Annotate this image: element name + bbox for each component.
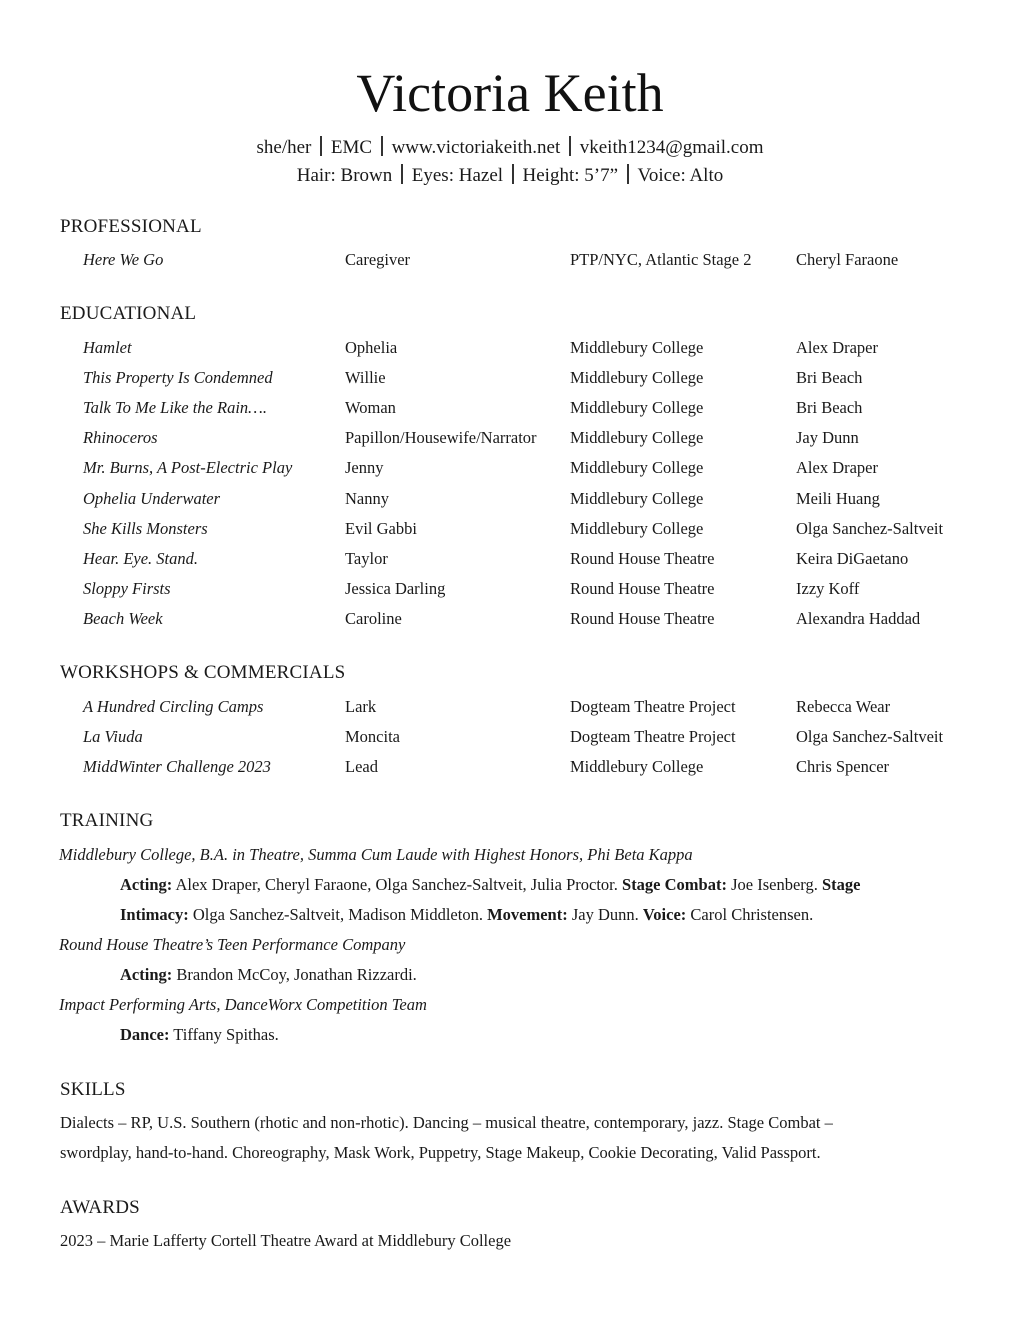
acting-teachers: Alex Draper, Cheryl Faraone, Olga Sanchez-Saltveit, Julia Proctor. <box>172 875 623 894</box>
credit-title: Hear. Eye. Stand. <box>83 548 199 568</box>
credit-role: Nanny <box>345 488 389 508</box>
credit-title: MiddWinter Challenge 2023 <box>83 757 271 776</box>
credit-row <box>0 607 1020 631</box>
union-status: EMC <box>330 137 373 158</box>
credit-title: Beach Week <box>83 608 163 628</box>
credit-role: Ophelia <box>345 338 398 357</box>
stage-combat-label: Stage Combat: <box>622 875 727 894</box>
credit-role: Caregiver <box>345 250 411 269</box>
skills-line: Dialects – RP, U.S. Southern (rhotic and non-rhotic). Dancing – musical theatre, contemporary, jazz. Stage Combat – <box>60 1113 833 1132</box>
credit-director: Olga Sanchez-Saltveit <box>796 518 944 538</box>
credit-title: Hamlet <box>83 338 132 357</box>
movement-label: Movement: <box>487 905 568 924</box>
divider <box>381 136 383 156</box>
credit-venue: Round House Theatre <box>570 548 715 568</box>
credit-title: Here We Go <box>83 250 164 269</box>
divider <box>627 164 629 184</box>
credit-director: Alexandra Haddad <box>796 608 921 628</box>
section-heading-workshops: WORKSHOPS & COMMERCIALS <box>60 662 346 683</box>
credit-row <box>0 725 1020 749</box>
section-heading-skills: SKILLS <box>60 1079 126 1100</box>
training-detail <box>120 1023 279 1047</box>
divider <box>320 136 322 156</box>
credit-venue: Middlebury College <box>570 368 704 388</box>
credit-row <box>0 755 1020 779</box>
training-school-middlebury: Middlebury College, B.A. in Theatre, Summa Cum Laude with Highest Honors, Phi Beta Kappa <box>59 845 693 864</box>
credit-venue: Middlebury College <box>570 757 704 776</box>
credit-row <box>0 366 1020 390</box>
credit-director: Keira DiGaetano <box>796 548 909 568</box>
credit-row <box>0 336 1020 360</box>
credit-row <box>0 487 1020 511</box>
voice-label: Voice: <box>642 905 687 924</box>
stage-combat-teachers: Joe Isenberg. <box>726 875 822 894</box>
award-line: 2023 – Marie Lafferty Cortell Theatre Award at Middlebury College <box>60 1231 512 1250</box>
credit-title: This Property Is Condemned <box>83 368 273 388</box>
divider <box>401 164 403 184</box>
credit-role: Woman <box>345 398 396 418</box>
credit-director: Izzy Koff <box>796 578 860 598</box>
training-detail <box>120 873 860 897</box>
credit-director: Olga Sanchez-Saltveit <box>796 727 944 746</box>
credit-director: Bri Beach <box>796 398 863 418</box>
credit-role: Papillon/Housewife/Narrator <box>345 428 537 448</box>
credit-venue: Middlebury College <box>570 428 704 448</box>
credit-venue: PTP/NYC, Atlantic Stage 2 <box>570 250 752 269</box>
credit-role: Lead <box>345 757 378 776</box>
credit-director: Cheryl Faraone <box>796 250 899 269</box>
credit-role: Caroline <box>345 608 402 628</box>
training-detail <box>120 903 813 927</box>
credit-role: Jessica Darling <box>345 578 446 598</box>
stage-intimacy-label-part1: Stage <box>821 875 861 894</box>
credit-venue: Round House Theatre <box>570 608 715 628</box>
divider <box>569 136 571 156</box>
dance-teachers: Tiffany Spithas. <box>169 1025 279 1044</box>
credit-director: Bri Beach <box>796 368 863 388</box>
credit-venue: Dogteam Theatre Project <box>570 727 736 746</box>
section-heading-training: TRAINING <box>60 810 154 831</box>
credit-director: Alex Draper <box>796 338 879 357</box>
eyes: Eyes: Hazel <box>411 165 504 186</box>
pronouns: she/her <box>256 137 312 158</box>
credit-role: Lark <box>345 697 377 716</box>
section-heading-awards: AWARDS <box>60 1197 140 1218</box>
acting-label: Acting: <box>120 965 173 984</box>
credit-venue: Middlebury College <box>570 398 704 418</box>
credit-role: Taylor <box>345 548 388 568</box>
credit-title: Talk To Me Like the Rain…. <box>83 398 267 418</box>
contact-line-2 <box>0 163 1020 189</box>
resume-name: Victoria Keith <box>356 63 664 123</box>
voice: Voice: Alto <box>637 165 724 186</box>
credit-title: She Kills Monsters <box>83 518 208 538</box>
credit-venue: Middlebury College <box>570 338 704 357</box>
credit-row <box>0 517 1020 541</box>
credit-row <box>0 396 1020 420</box>
acting-label: Acting: <box>120 875 173 894</box>
credit-title: Rhinoceros <box>83 428 158 448</box>
credit-director: Chris Spencer <box>796 757 890 776</box>
credit-venue: Middlebury College <box>570 518 704 538</box>
acting-teachers: Brandon McCoy, Jonathan Rizzardi. <box>172 965 417 984</box>
credit-venue: Round House Theatre <box>570 578 715 598</box>
credit-role: Moncita <box>345 727 400 746</box>
credit-row <box>0 248 1020 272</box>
section-heading-educational: EDUCATIONAL <box>60 303 197 324</box>
voice-teachers: Carol Christensen. <box>686 905 814 924</box>
divider <box>512 164 514 184</box>
credit-row <box>0 695 1020 719</box>
stage-intimacy-label-part2: Intimacy: <box>120 905 189 924</box>
movement-teachers: Jay Dunn. <box>567 905 643 924</box>
intimacy-teachers: Olga Sanchez-Saltveit, Madison Middleton. <box>188 905 488 924</box>
credit-row <box>0 577 1020 601</box>
credit-title: La Viuda <box>83 727 143 746</box>
credit-title: Mr. Burns, A Post-Electric Play <box>83 458 293 478</box>
skills-line: swordplay, hand-to-hand. Choreography, Mask Work, Puppetry, Stage Makeup, Cookie Decorating, Valid Passport. <box>60 1143 821 1162</box>
credit-venue: Middlebury College <box>570 458 704 478</box>
training-school-round-house: Round House Theatre’s Teen Performance Company <box>59 935 406 954</box>
dance-label: Dance: <box>120 1025 170 1044</box>
credit-title: Sloppy Firsts <box>83 578 171 598</box>
credit-director: Alex Draper <box>796 458 879 478</box>
credit-title: Ophelia Underwater <box>83 488 221 508</box>
height: Height: 5’7” <box>522 165 619 186</box>
credit-director: Rebecca Wear <box>796 697 891 716</box>
email: vkeith1234@gmail.com <box>579 137 764 158</box>
credit-venue: Dogteam Theatre Project <box>570 697 736 716</box>
credit-role: Evil Gabbi <box>345 518 417 538</box>
credit-role: Jenny <box>345 458 384 478</box>
credit-director: Meili Huang <box>796 488 880 508</box>
website: www.victoriakeith.net <box>391 137 561 158</box>
contact-line-1 <box>0 135 1020 161</box>
credit-title: A Hundred Circling Camps <box>83 697 264 716</box>
credit-row <box>0 426 1020 450</box>
training-school-impact: Impact Performing Arts, DanceWorx Competition Team <box>59 995 427 1014</box>
credit-venue: Middlebury College <box>570 488 704 508</box>
section-heading-professional: PROFESSIONAL <box>60 216 202 237</box>
credit-role: Willie <box>345 368 386 388</box>
credit-director: Jay Dunn <box>796 428 859 448</box>
credit-row <box>0 547 1020 571</box>
training-detail <box>120 963 417 987</box>
credit-row <box>0 456 1020 480</box>
hair: Hair: Brown <box>296 165 393 186</box>
